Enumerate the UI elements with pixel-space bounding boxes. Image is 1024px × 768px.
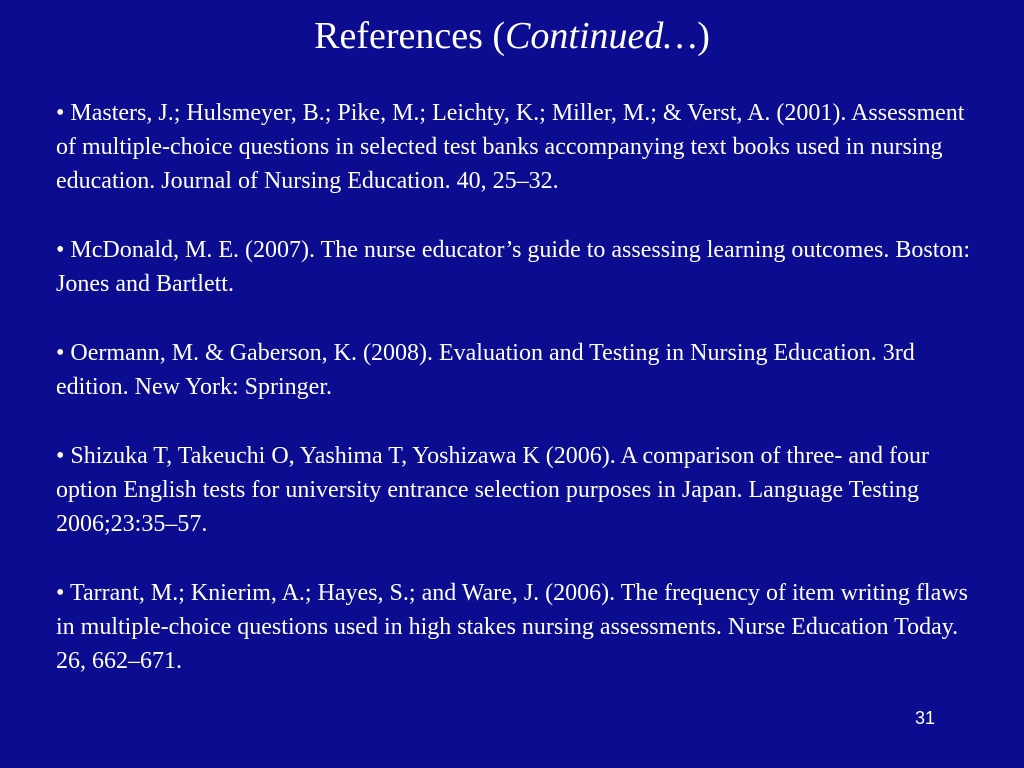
slide-title-suffix: ) [697,15,710,57]
reference-item: • Masters, J.; Hulsmeyer, B.; Pike, M.; Leichty, K.; Miller, M.; & Verst, A. (2001). Assessment of multiple-choice questions in selected test banks accompanying text books used in nursing education. Journal of Nursing Education. 40, 25–32. [56,100,965,194]
slide-title [0,10,1024,62]
slide-title-prefix: References ( [314,15,506,57]
reference-item: • Oermann, M. & Gaberson, K. (2008). Evaluation and Testing in Nursing Education. 3rd edition. New York: Springer. [56,340,915,400]
page-number: 31 [914,708,936,728]
slide-title-italic: Continued… [505,15,698,57]
references-list [56,96,986,678]
reference-item: • McDonald, M. E. (2007). The nurse educator’s guide to assessing learning outcomes. Boston: Jones and Bartlett. [56,237,971,297]
reference-item: • Shizuka T, Takeuchi O, Yashima T, Yoshizawa K (2006). A comparison of three- and four option English tests for university entrance selection purposes in Japan. Language Testing 2006;23:35–57. [56,443,930,537]
reference-item: • Tarrant, M.; Knierim, A.; Hayes, S.; and Ware, J. (2006). The frequency of item writing flaws in multiple-choice questions used in high stakes nursing assessments. Nurse Education Today. 26, 662–671. [56,580,968,674]
